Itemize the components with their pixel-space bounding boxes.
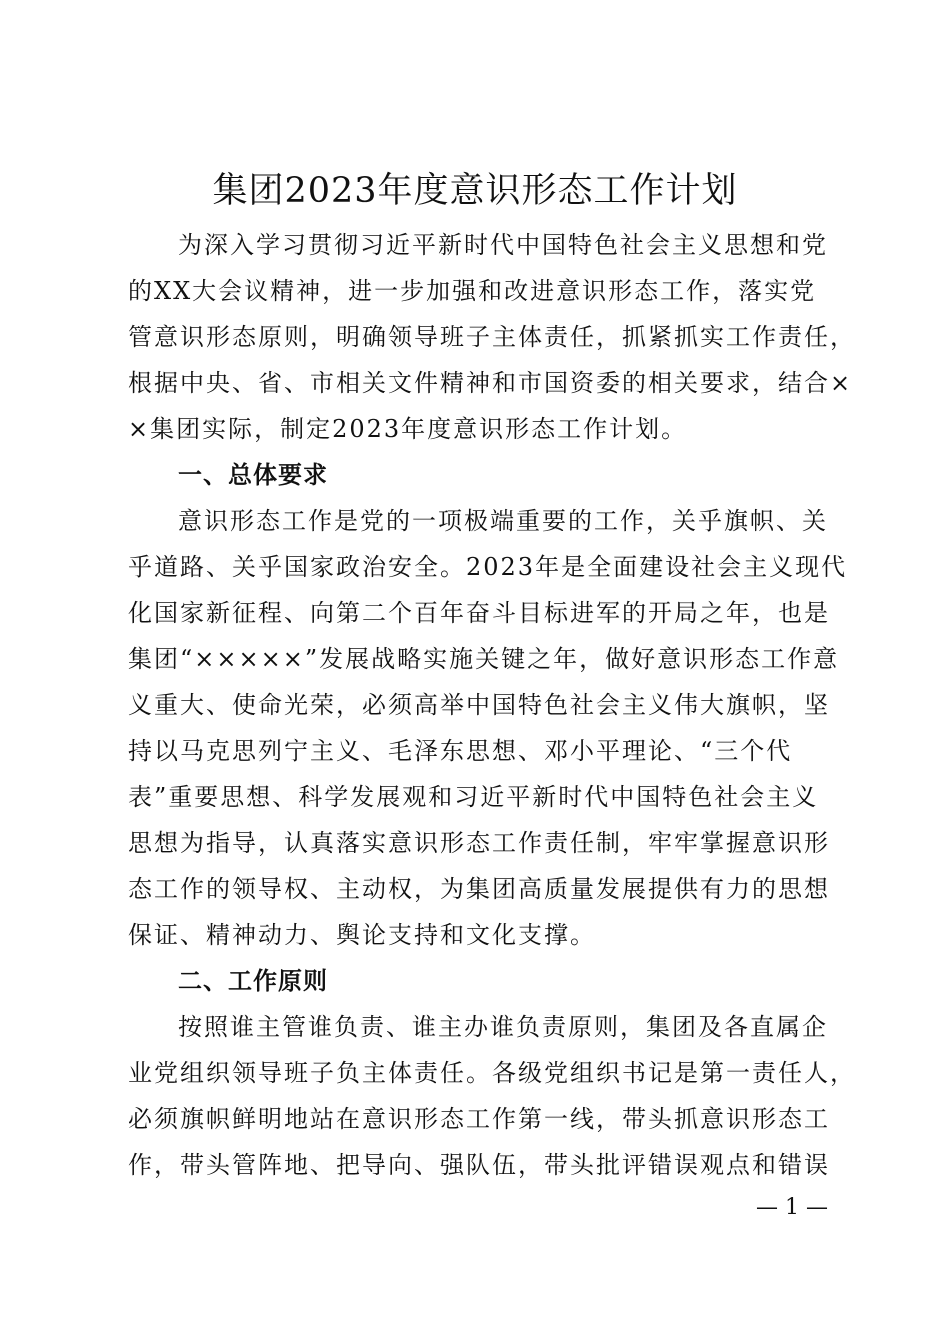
paragraph-line: 思想为指导，认真落实意识形态工作责任制，牢牢掌握意识形 (128, 829, 830, 857)
paragraph-line: 表”重要思想、科学发展观和习近平新时代中国特色社会主义 (128, 783, 819, 811)
intro-line-4: 根据中央、省、市相关文件精神和市国资委的相关要求，结合× (128, 369, 853, 397)
intro-line-5: ×集团实际，制定2023年度意识形态工作计划。 (128, 415, 688, 443)
intro-line-2: 的XX大会议精神，进一步加强和改进意识形态工作，落实党 (128, 277, 817, 305)
section-heading-work-principles: 二、工作原则 (178, 967, 328, 995)
paragraph-line: 意识形态工作是党的一项极端重要的工作，关乎旗帜、关 (178, 507, 828, 535)
page-number: — 1 — (756, 1195, 828, 1220)
paragraph-line: 必须旗帜鲜明地站在意识形态工作第一线，带头抓意识形态工 (128, 1105, 830, 1133)
paragraph-line: 化国家新征程、向第二个百年奋斗目标进军的开局之年，也是 (128, 599, 830, 627)
paragraph-line: 业党组织领导班子负主体责任。各级党组织书记是第一责任人， (128, 1059, 856, 1087)
paragraph-line: 义重大、使命光荣，必须高举中国特色社会主义伟大旗帜，坚 (128, 691, 830, 719)
intro-line-1: 为深入学习贯彻习近平新时代中国特色社会主义思想和党 (178, 231, 828, 259)
paragraph-line: 持以马克思列宁主义、毛泽东思想、邓小平理论、“三个代 (128, 737, 793, 765)
paragraph-line: 作，带头管阵地、把导向、强队伍，带头批评错误观点和错误 (128, 1151, 830, 1179)
paragraph-line: 集团“×××××”发展战略实施关键之年，做好意识形态工作意 (128, 645, 840, 673)
section-heading-general-requirements: 一、总体要求 (178, 461, 328, 489)
paragraph-line: 态工作的领导权、主动权，为集团高质量发展提供有力的思想 (128, 875, 830, 903)
intro-line-3: 管意识形态原则，明确领导班子主体责任，抓紧抓实工作责任， (128, 323, 856, 351)
paragraph-line: 按照谁主管谁负责、谁主办谁负责原则，集团及各直属企 (178, 1013, 828, 1041)
paragraph-line: 乎道路、关乎国家政治安全。2023年是全面建设社会主义现代 (128, 553, 848, 581)
document-title: 集团2023年度意识形态工作计划 (212, 171, 738, 211)
paragraph-line: 保证、精神动力、舆论支持和文化支撑。 (128, 921, 596, 949)
